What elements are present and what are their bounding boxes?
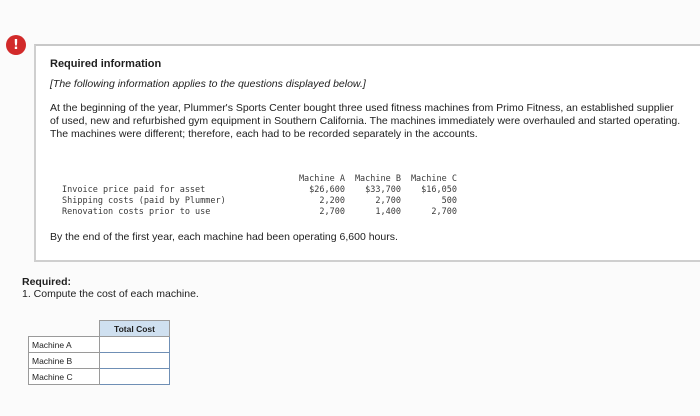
machine-b-total-cost-input[interactable] <box>100 353 170 369</box>
table-row <box>29 353 170 369</box>
cell-value: 2,700 <box>431 207 457 217</box>
info-paragraph: At the beginning of the year, Plummer's Sports Center bought three used fitness machines from Primo Fitness, an established supplier of used, new and refurbished gym equipment in Southern California. The machines immediately were overhauled and started operating. The machines were different; therefore, each had to be recorded separately in the accounts. <box>50 102 681 140</box>
table-row <box>62 196 457 207</box>
cell-value: 1,400 <box>375 207 401 217</box>
header-machine-a: Machine A <box>298 174 345 184</box>
answer-header-row <box>29 321 170 337</box>
answer-table <box>28 320 170 385</box>
row-label: Renovation costs prior to use <box>62 207 211 217</box>
table-row <box>29 369 170 385</box>
machine-cost-table <box>62 174 457 218</box>
row-label-machine-c: Machine C <box>29 369 100 385</box>
row-label-machine-b: Machine B <box>29 353 100 369</box>
table-row <box>62 207 457 218</box>
row-label: Shipping costs (paid by Plummer) <box>62 196 226 206</box>
cell-value: $26,600 <box>309 185 345 195</box>
alert-icon: ! <box>6 35 26 55</box>
cell-value: 2,700 <box>319 207 345 217</box>
table-row <box>29 337 170 353</box>
required-information-panel <box>34 44 700 262</box>
cell-value: 2,700 <box>375 196 401 206</box>
required-label: Required: <box>22 276 72 288</box>
cell-value: 2,200 <box>319 196 345 206</box>
header-blank-cell <box>29 321 100 337</box>
cell-value: 500 <box>441 196 457 206</box>
info-title: Required information <box>50 58 162 70</box>
table-row <box>62 185 457 196</box>
cell-value: $16,050 <box>421 185 457 195</box>
row-label: Invoice price paid for asset <box>62 185 206 195</box>
required-section <box>22 276 199 300</box>
cell-value: $33,700 <box>365 185 401 195</box>
total-cost-header: Total Cost <box>100 321 170 337</box>
info-subtitle: [The following information applies to the questions displayed below.] <box>50 78 366 90</box>
header-machine-c: Machine C <box>410 174 457 184</box>
question-text: 1. Compute the cost of each machine. <box>22 288 199 300</box>
closing-statement: By the end of the first year, each machine had been operating 6,600 hours. <box>50 231 398 243</box>
machine-c-total-cost-input[interactable] <box>100 369 170 385</box>
machine-a-total-cost-input[interactable] <box>100 337 170 353</box>
table-header-row <box>62 174 457 185</box>
header-machine-b: Machine B <box>354 174 401 184</box>
row-label-machine-a: Machine A <box>29 337 100 353</box>
